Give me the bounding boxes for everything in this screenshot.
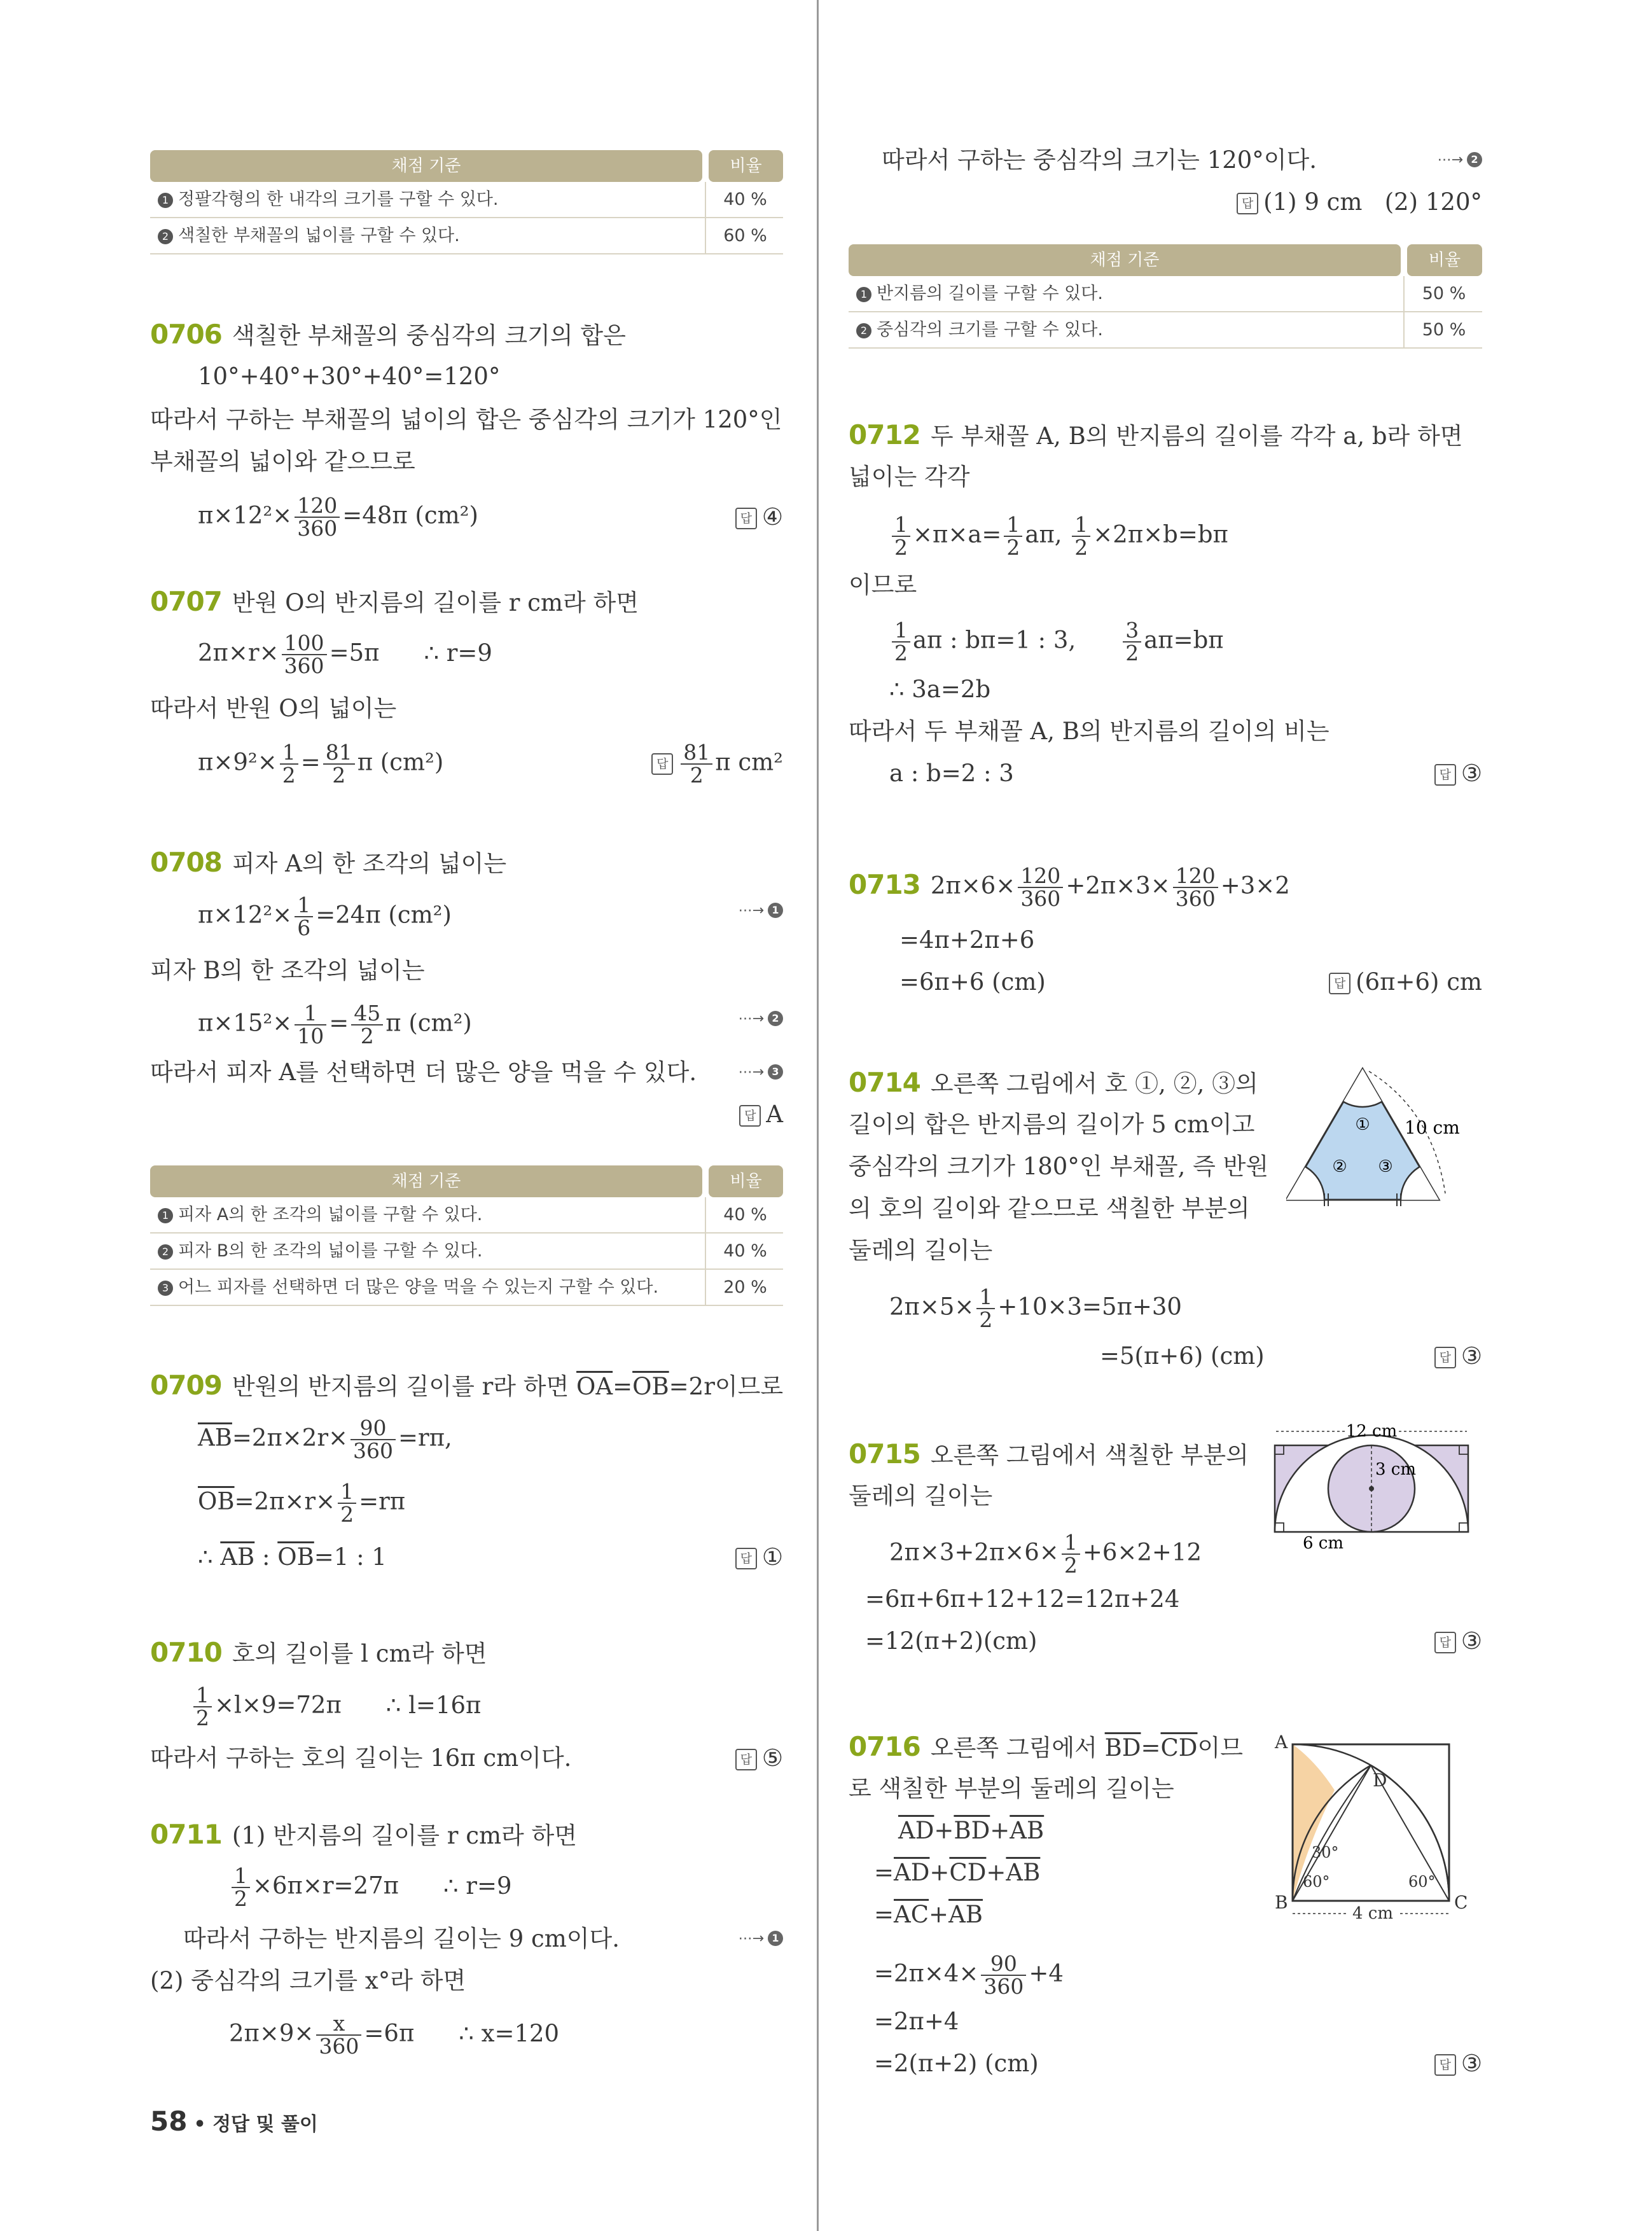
point-a-label: A — [1275, 1732, 1288, 1753]
text: 둘레의 길이는 — [849, 1237, 993, 1264]
equation: =2(π+2) (cm) — [874, 2050, 1039, 2077]
equation: =12(π+2)(cm) — [865, 1627, 1038, 1655]
point-d-label: D — [1373, 1770, 1387, 1791]
width-label: 12 cm — [1345, 1424, 1398, 1441]
text: 길이의 합은 반지름의 길이가 5 cm이고 — [849, 1111, 1255, 1138]
equation: π×12²× $\frac{1}{6}$ =24π (cm²) — [198, 893, 452, 940]
answer: 답 (6π+6) cm — [1329, 966, 1482, 999]
step-indicator: ⋯→ 1 — [739, 894, 783, 928]
equation: $\overline{AB}=2\pi\times 2r\times$ $\frac{90}{360}$ =rπ, — [198, 1415, 452, 1463]
answer: 답 A — [739, 1098, 783, 1131]
table-row: 1 피자 A의 한 조각의 넓이를 구할 수 있다. 40 % — [150, 1197, 783, 1234]
text: 따라서 구하는 중심각의 크기는 120°이다. — [882, 146, 1317, 174]
criterion-text: 정팔각형의 한 내각의 크기를 구할 수 있다. — [178, 190, 499, 209]
arc-top — [1324, 1066, 1401, 1107]
half-width-label: 6 cm — [1302, 1534, 1344, 1551]
problem-number: 0712 — [849, 419, 920, 450]
text: 중심각의 크기가 180°인 부채꼴, 즉 반원 — [849, 1153, 1269, 1180]
step-indicator: ⋯→ 2 — [739, 1003, 783, 1036]
equation: =2π+4 — [874, 2008, 959, 2035]
answer: 답 $\frac{81}{2}$ π cm² — [651, 742, 783, 786]
answer-mark-icon: 답 — [735, 1548, 757, 1569]
text: 넓이는 각각 — [849, 463, 970, 490]
equation: $\frac{1}{2}$ ×π×a= $\frac{1}{2}$ aπ, $\frac{1}{2}$ ×2π×b=bπ — [889, 514, 1228, 559]
problem-number: 0716 — [849, 1731, 920, 1762]
page-number: 58 — [150, 2106, 188, 2137]
text: 따라서 구하는 호의 길이는 16π cm이다. — [150, 1744, 572, 1772]
answer-mark-icon: 답 — [1434, 1347, 1456, 1368]
point-c-label: C — [1454, 1892, 1468, 1913]
ratio-cell: 60 % — [705, 218, 784, 253]
equation: $\frac{1}{2}$ aπ : bπ=1 : 3, $\frac{3}{2}$ aπ=bπ — [889, 620, 1224, 664]
equation: 2π×9× $\frac{x}{360}$ =6π ∴ x=120 — [229, 2011, 560, 2059]
angle-60-label: 60° — [1303, 1873, 1330, 1891]
table-row: 3 어느 피자를 선택하면 더 많은 양을 먹을 수 있는지 구할 수 있다. 20 % — [150, 1270, 783, 1306]
answer-mark-icon: 답 — [651, 753, 673, 775]
table-head: 채점 기준 — [150, 1165, 702, 1197]
equation: $=\overline{AC}+\overline{AB}$ — [874, 1901, 983, 1928]
answer: 답 (1) 9 cm (2) 120° — [1237, 186, 1482, 219]
ratio-cell: 40 % — [705, 182, 784, 217]
table-ratio-head: 비율 — [709, 1165, 783, 1197]
equation: 2π×5× $\frac{1}{2}$ +10×3=5π+30 — [889, 1284, 1182, 1332]
label-3: ③ — [1378, 1157, 1393, 1176]
problem-number: 0714 — [849, 1067, 920, 1098]
text: 이므로 — [849, 571, 917, 599]
label-2: ② — [1332, 1157, 1347, 1176]
text: 따라서 반원 O의 넓이는 — [150, 695, 397, 722]
equation: $=\overline{AD}+\overline{CD}+\overline{AB}$ — [874, 1859, 1041, 1886]
table-head: 채점 기준 — [849, 244, 1401, 276]
table-row — [150, 218, 783, 254]
table-ratio-head: 비율 — [709, 150, 783, 182]
equation: ∴ 3a=2b — [889, 676, 991, 703]
equation: π×15²× $\frac{1}{10}$ = $\frac{45}{2}$ π (cm²) — [198, 1001, 472, 1048]
answer: 답 ③ — [1434, 757, 1482, 790]
answer-mark-icon: 답 — [1434, 1632, 1456, 1653]
text: 따라서 두 부채꼴 A, B의 반지름의 길이의 비는 — [849, 718, 1329, 745]
text: 부채꼴의 넓이와 같으므로 — [150, 448, 415, 475]
scoring-table-1 — [150, 150, 783, 254]
scoring-table-3 — [849, 244, 1482, 349]
problem-number: 0707 — [150, 586, 222, 617]
equation: 2π×r× $\frac{100}{360}$ =5π ∴ r=9 — [198, 630, 492, 678]
page: 채점 기준 비율 1 정팔각형의 한 내각의 크기를 구할 수 있다. 40 % 2 색칠한 부채꼴의 넓이를 구할 수 있다. 60 % 0706 색칠한 부채꼴의 중심각의 크기의 합은 10°+40°+30°+40°=120° 따라서 구하는 부채꼴의 넓이의 합은 중심각의 크기가 120°인 부채꼴의 넓이와 같으므로 π×12²× $\frac{120}{360}$ =48π (cm²) 답 ④ 0707 반원 O의 반지름의 길이를 r cm라 하면 2π×r× $\frac{100}{360}$ =5π ∴ r=9 따라서 반원 O의 넓이는 π×9²× $\frac{1}{2}$ = $\frac{81}{2}$ π (cm²) 답 $\frac{81}{2}$ π cm² 0708 피자 A의 한 조각의 넓이는 π×12²× $\frac{1}{6}$ =24π (cm²) ⋯→ 1 피자 B의 한 조각의 넓이는 π×15²× $\frac{1}{10}$ = $\frac{45}{2}$ π (cm²) ⋯→ 2 따라서 피자 A를 선택하면 더 많은 양을 먹을 수 있다. ⋯→ 3 답 A 채점 기준 비율 1 피자 A의 한 조각의 넓이를 구할 수 있다. 40 % 2 피자 B의 한 조각의 넓이를 구할 수 있다. 40 % 3 어느 피자를 선택하면 더 많은 양을 먹을 수 있는지 구할 수 있다. 20 % 0709 반원의 반지름의 길이를 r라 하면 $\overline{OA}=\overline{OB}=2r$이므로 $\overline{AB}=2\pi\times 2r\times$ $\frac{90}{360}$ =rπ, $\overline{OB}=2\pi\times r\times$ $\frac{1}{2}$ =rπ ∴ $\overline{AB}$ : $\overline{OB}=1$ : 1 답 ① 0710 호의 길이를 l cm라 하면 $\frac{1}{2}$ ×l×9=72π ∴ l=16π 따라서 구하는 호의 길이는 16π cm이다. 답 ⑤ 0711 (1) 반지름의 길이를 r cm라 하면 $\frac{1}{2}$ ×6π×r=27π ∴ r=9 따라서 구하는 반지름의 길이는 9 cm이다. ⋯→ 1 (2) 중심각의 크기를 x°라 하면 2π×9× $\frac{x}{360}$ =6π ∴ x=120 따라서 구하는 중심각의 크기는 120°이다. ⋯→ 2 답 (1) 9 cm (2) 120° 채점 기준 비율 1 반지름의 길이를 구할 수 있다. 50 % 2 중심각의 크기를 구할 수 있다. 50 % 0712 두 부채꼴 A, B의 반지름의 길이를 각각 a, b라 하면 넓이는 각각 $\frac{1}{2}$ ×π×a= $\frac{1}{2}$ aπ, $\frac{1}{2}$ ×2π×b=bπ 이므로 $\frac{1}{2}$ aπ : bπ=1 : 3, $\frac{3}{2}$ aπ=bπ ∴ 3a=2b 따라서 두 부채꼴 A, B의 반지름의 길이의 비는 a : b=2 : 3 답 ③ 0713 2π×6× $\frac{120}{360}$ +2π×3× $\frac{120}{360}$ +3×2 =4π+2π+6 =6π+6 (cm) 답 (6π+6) cm 0714 오른쪽 그림에서 호 ①, ②, ③의 길이의 합은 반지름의 길이가 5 cm이고 중심각의 크기가 180°인 부채꼴, 즉 반원 의 호의 길이와 같으므로 색칠한 부분의 둘레의 길이는 2π×5× $\frac{1}{2}$ +10×3=5π+30 =5(π+6) (cm) 답 ③ ① ② ③ 10 cm 0715 오른쪽 그림에서 색칠한 부분의 둘레의 길이는 2π×3+2π×6× $\frac{1}{2}$ +6×2+12 =6π+6π+12+12=12π+24 =12(π+2)(cm) 답 ③ 12 cm 3 cm 6 cm 0716 오른쪽 그림에서 $\overline{BD}=\overline{CD}$이므 로 색칠한 부분의 둘레의 길이는 $\overline{AD}+\overline{BD}+\overline{AB}$ $=\overline{AD}+\overline{CD}+\overline{AB}$ $=\overline{AC}+\overline{AB}$ =2π×4× $\frac{90}{360}$ +4 =2π+4 =2(π+2) (cm) 답 ③ A B C D 30° 60° 60° 4 cm 58 • 정답 및 풀이 — [0, 0, 1652, 2231]
answer-mark-icon: 답 — [739, 1105, 761, 1127]
semicircle-figure — [1262, 1424, 1482, 1551]
column-divider — [817, 0, 819, 2231]
text: 의 호의 길이와 같으므로 색칠한 부분의 — [849, 1195, 1250, 1222]
problem-number: 0709 — [150, 1370, 222, 1401]
angle-60-label: 60° — [1408, 1873, 1436, 1891]
equation: $\overline{AD}+\overline{BD}+\overline{AB}$ — [898, 1817, 1045, 1844]
answer: 답 ③ — [1434, 1625, 1482, 1658]
criterion-text: 색칠한 부채꼴의 넓이를 구할 수 있다. — [178, 226, 460, 246]
text: 따라서 구하는 반지름의 길이는 9 cm이다. — [183, 1925, 620, 1952]
text: (2) 중심각의 크기를 x°라 하면 — [150, 1967, 466, 1994]
answer-mark-icon: 답 — [1434, 2054, 1456, 2076]
equation: $\frac{1}{2}$ ×l×9=72π ∴ l=16π — [191, 1685, 481, 1729]
side-label: 10 cm — [1405, 1117, 1460, 1138]
page-footer — [150, 2106, 318, 2137]
equation: =2π×4× $\frac{90}{360}$ +4 — [874, 1951, 1064, 1999]
problem-number: 0710 — [150, 1637, 222, 1668]
table-row: 2 피자 B의 한 조각의 넓이를 구할 수 있다. 40 % — [150, 1234, 783, 1270]
equation: π×9²× $\frac{1}{2}$ = $\frac{81}{2}$ π (cm²) — [198, 740, 444, 788]
problem-number: 0711 — [150, 1819, 222, 1850]
problem-number: 0708 — [150, 847, 222, 878]
equation: π×12²× $\frac{120}{360}$ =48π (cm²) — [198, 493, 478, 541]
equation: 10°+40°+30°+40°=120° — [198, 363, 501, 390]
triangle-figure — [1286, 1066, 1477, 1219]
equation: =6π+6 (cm) — [899, 968, 1046, 996]
answer: 답 ④ — [735, 501, 783, 534]
problem-number: 0715 — [849, 1438, 920, 1470]
equation: a : b=2 : 3 — [889, 760, 1014, 787]
point-b-label: B — [1275, 1892, 1288, 1913]
table-row: 2 중심각의 크기를 구할 수 있다. 50 % — [849, 312, 1482, 349]
step-indicator: ⋯→ 2 — [1438, 144, 1482, 177]
equation: =6π+6π+12+12=12π+24 — [865, 1585, 1180, 1613]
text: 로 색칠한 부분의 둘레의 길이는 — [849, 1775, 1174, 1802]
side-label: 4 cm — [1352, 1904, 1394, 1923]
answer: 답 ③ — [1434, 2047, 1482, 2080]
table-head: 채점 기준 — [150, 150, 702, 182]
answer: 답 ⑤ — [735, 1742, 783, 1775]
equation: $\frac{1}{2}$ ×6π×r=27π ∴ r=9 — [229, 1865, 511, 1910]
table-ratio-head: 비율 — [1407, 244, 1482, 276]
step-indicator: ⋯→ 3 — [739, 1056, 783, 1089]
answer: 답 ① — [735, 1541, 783, 1574]
answer-mark-icon: 답 — [735, 1749, 757, 1770]
text: 따라서 피자 A를 선택하면 더 많은 양을 먹을 수 있다. — [150, 1059, 697, 1086]
table-row: 1 반지름의 길이를 구할 수 있다. 50 % — [849, 276, 1482, 312]
answer: 답 ③ — [1434, 1340, 1482, 1373]
step-indicator: ⋯→ 1 — [739, 1922, 783, 1956]
equation: $\overline{OB}=2\pi\times r\times$ $\frac{1}{2}$ =rπ — [198, 1479, 406, 1527]
label-1: ① — [1355, 1115, 1370, 1134]
table-row — [150, 182, 783, 218]
answer-mark-icon: 답 — [735, 508, 757, 529]
text: 피자 B의 한 조각의 넓이는 — [150, 957, 425, 984]
angle-30-label: 30° — [1312, 1844, 1339, 1861]
step-marker: 2 — [158, 229, 173, 244]
equation: =5(π+6) (cm) — [1100, 1342, 1265, 1370]
text: 따라서 구하는 부채꼴의 넓이의 합은 중심각의 크기가 120°인 — [150, 406, 782, 433]
answer-mark-icon: 답 — [1434, 764, 1456, 786]
scoring-table-2 — [150, 1165, 783, 1306]
answer-mark-icon: 답 — [1329, 973, 1350, 994]
text: 둘레의 길이는 — [849, 1482, 993, 1510]
answer-mark-icon: 답 — [1237, 193, 1258, 214]
radius-label: 3 cm — [1375, 1460, 1417, 1479]
problem-number: 0706 — [150, 319, 222, 350]
equation: 2π×3+2π×6× $\frac{1}{2}$ +6×2+12 — [889, 1530, 1202, 1578]
problem-number: 0713 — [849, 868, 920, 900]
text: 색칠한 부채꼴의 중심각의 크기의 합은 — [232, 322, 626, 349]
footer-title: • 정답 및 풀이 — [193, 2113, 318, 2136]
step-marker: 1 — [158, 193, 173, 208]
equation: =4π+2π+6 — [899, 926, 1035, 954]
square-figure — [1270, 1729, 1483, 1933]
equation: ∴ $\overline{AB}$ : $\overline{OB}=1$ : 1 — [198, 1543, 387, 1571]
